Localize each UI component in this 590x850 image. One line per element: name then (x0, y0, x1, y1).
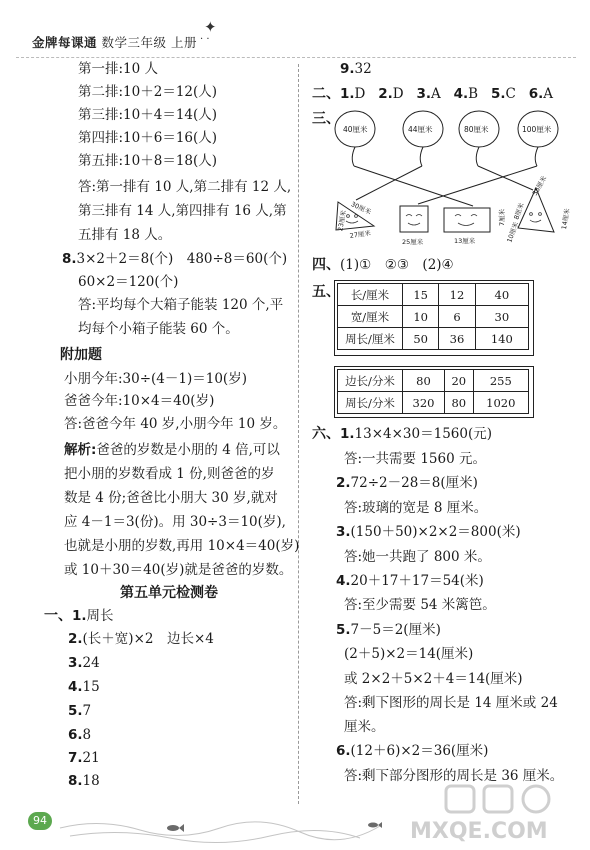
sec6-line: 答:剩下部分图形的周长是 36 厘米。 (344, 768, 564, 784)
column-divider (298, 64, 299, 804)
item-number: 4. (68, 679, 83, 695)
q7-line: 第二排:10＋2＝12(人) (78, 84, 218, 100)
rectangle (444, 208, 490, 232)
q8-line3: 答:平均每个大箱子能装 120 个,平 (78, 297, 284, 313)
item-text: (长＋宽)×2 边长×4 (82, 631, 214, 647)
analysis-line: 应 4－1＝3(份)。用 30÷3＝10(岁), (64, 514, 286, 530)
item-number: 1. (340, 86, 355, 102)
item-text: 7－5＝2(厘米) (350, 622, 441, 638)
extra-line: 答:爸爸今年 40 岁,小朋今年 10 岁。 (64, 416, 287, 432)
sec4-label: 四、 (312, 257, 340, 273)
header-title (32, 33, 197, 51)
item-text: C (505, 86, 516, 102)
analysis-line: 数是 4 份;爸爸比小朋大 30 岁,就对 (64, 490, 278, 506)
star-icon: ✦ (204, 18, 217, 36)
q8-line4: 均每个小箱子能装 60 个。 (78, 321, 239, 337)
square-label: 25厘米 (402, 238, 424, 246)
q7-line: 第五排:10＋8＝18(人) (78, 153, 218, 169)
tri1-side-label: 30厘米 (349, 200, 373, 217)
tri2-side-label: 10厘米 (505, 220, 521, 244)
item-number: 1. (72, 608, 87, 624)
item-number: 5. (336, 622, 351, 638)
analysis-line: 或 10＋30＝40(岁)就是爸爸的岁数。 (64, 562, 293, 578)
sec2-row (312, 85, 553, 103)
sec6-item (336, 474, 478, 492)
sec6-line: 答:至少需要 54 米篱笆。 (344, 597, 496, 613)
item-text: 15 (82, 679, 100, 695)
sec1-label: 一、 (44, 608, 72, 624)
item-text: D (354, 86, 366, 102)
table-row (338, 370, 529, 392)
item-text: A (543, 86, 553, 102)
page-header (8, 8, 590, 54)
sec6-item (336, 572, 484, 590)
table-cell: 50 (403, 328, 439, 350)
table-cell: 周长/分米 (338, 392, 403, 414)
sec1-item (68, 726, 91, 744)
table-cell: 30 (475, 306, 528, 328)
analysis-line: 把小朋的岁数看成 1 份,则爸爸的岁 (64, 466, 275, 482)
item-text: 8 (82, 727, 92, 743)
q9 (340, 60, 372, 78)
extra-line: 小朋今年:30÷(4－1)＝10(岁) (64, 371, 247, 387)
volume: 上册 (171, 35, 198, 50)
square (400, 206, 428, 232)
table-cell: 12 (439, 284, 475, 306)
item-number: 2. (336, 475, 351, 491)
table-cell: 10 (403, 306, 439, 328)
table-cell: 宽/厘米 (338, 306, 403, 328)
item-number: 3. (68, 655, 83, 671)
analysis-line (64, 441, 280, 459)
table-cell: 320 (403, 392, 445, 414)
table-cell: 1020 (473, 392, 528, 414)
table-cell: 255 (473, 370, 528, 392)
item-text: 24 (82, 655, 100, 671)
sec6-line: 或 2×2＋5×2＋4＝14(厘米) (344, 671, 523, 687)
table-cell: 36 (439, 328, 475, 350)
svg-text:MXQE.COM: MXQE.COM (410, 819, 548, 844)
q8-text: 3×2＋2＝8(个) 480÷8＝60(个) (76, 251, 288, 267)
extra-title: 附加题 (60, 347, 102, 363)
item-number: 8. (68, 773, 83, 789)
tri1-side-label: 23厘米 (336, 209, 348, 232)
analysis-label: 解析: (64, 442, 97, 458)
unit-title: 第五单元检测卷 (120, 585, 218, 601)
q7-line: 第四排:10＋6＝16(人) (78, 130, 218, 146)
item-text: D (392, 86, 404, 102)
q8-number: 8. (62, 251, 77, 267)
table-cell: 6 (439, 306, 475, 328)
sec6-label: 六、 (312, 426, 340, 442)
sec6-item (336, 523, 521, 541)
sec4-row (312, 256, 454, 274)
item-number: 4. (453, 86, 469, 102)
item-text: 21 (82, 750, 100, 766)
header-rule (16, 57, 576, 58)
table-row (338, 328, 529, 350)
tri2-side-label: 8厘米 (512, 201, 526, 221)
analysis-text: 爸爸的岁数是小朋的 4 倍,可以 (96, 442, 280, 458)
sec3-label: 三、 (312, 111, 340, 127)
rect-length-label: 13厘米 (454, 237, 476, 245)
item-number: 6. (68, 727, 83, 743)
extra-line: 爸爸今年:10×4＝40(岁) (64, 393, 215, 409)
item-number: 1. (340, 426, 355, 442)
match-line (354, 166, 473, 206)
brand-name: 金牌每课通 (32, 35, 98, 50)
sec1-item (68, 678, 100, 696)
sec2-label: 二、 (312, 86, 340, 102)
item-number: 6. (336, 743, 351, 759)
sec6-line: 答:剩下图形的周长是 14 厘米或 24 (344, 695, 558, 711)
item-text: 32 (354, 61, 372, 77)
item-text: B (468, 86, 479, 102)
item-number: 5. (490, 86, 506, 102)
item-text: 7 (82, 703, 92, 719)
q7-answer: 答:第一排有 10 人,第二排有 12 人, (78, 179, 292, 195)
sec1-item (68, 654, 100, 672)
q8-line1 (62, 250, 287, 268)
sec1-item (68, 630, 214, 648)
tri2-side-label: 35厘米 (530, 174, 549, 197)
table-cell: 20 (444, 370, 473, 392)
table2 (337, 369, 529, 414)
footer-decoration (0, 806, 590, 846)
q7-line: 第三排:10＋4＝14(人) (78, 107, 218, 123)
sec6-item (336, 742, 488, 760)
q7-line: 第一排:10 人 (78, 61, 159, 77)
subject: 数学三年级 (101, 35, 167, 50)
sec1-item (68, 702, 91, 720)
item-number: 5. (68, 703, 83, 719)
balloon-label-4: 100厘米 (522, 125, 552, 134)
table-cell: 40 (475, 284, 528, 306)
sec6-line: 答:一共需要 1560 元。 (344, 451, 486, 467)
item-text: (12＋6)×2＝36(厘米) (350, 743, 489, 759)
sec4-text: (1)① ②③ (2)④ (340, 257, 454, 273)
balloon-label-3: 80厘米 (464, 125, 489, 134)
sec1-item (44, 607, 114, 625)
rect-width-label: 7厘米 (498, 208, 506, 226)
sec5-label: 五、 (312, 284, 340, 300)
item-number: 6. (528, 86, 544, 102)
item-text: 18 (82, 773, 100, 789)
table-cell: 周长/厘米 (338, 328, 403, 350)
sec6-item (312, 425, 492, 443)
table-row (338, 392, 529, 414)
sec1-item (68, 749, 100, 767)
match-line (418, 166, 537, 204)
item-text: 20＋17＋17＝54(米) (350, 573, 484, 589)
item-number: 3. (416, 86, 431, 102)
tri1-side-label: 27厘米 (349, 229, 372, 240)
sec1-item (68, 772, 100, 790)
table1 (337, 283, 529, 350)
table-cell: 140 (475, 328, 528, 350)
table-cell: 边长/分米 (338, 370, 403, 392)
sec6-line: 厘米。 (344, 719, 385, 735)
sec6-line: 答:她一共跑了 800 米。 (344, 549, 491, 565)
table-cell: 15 (403, 284, 439, 306)
item-number: 3. (336, 524, 351, 540)
q8-line2: 60×2＝120(个) (78, 274, 179, 290)
item-text: 72÷2－28＝8(厘米) (350, 475, 478, 491)
balloon-label-2: 44厘米 (408, 125, 433, 134)
sec6-line: 答:玻璃的宽是 8 厘米。 (344, 500, 488, 516)
item-number: 2. (378, 86, 393, 102)
table-cell: 长/厘米 (338, 284, 403, 306)
item-text: (150＋50)×2×2＝800(米) (350, 524, 521, 540)
item-text: A (431, 86, 441, 102)
table-cell: 80 (403, 370, 445, 392)
page-number: 94 (28, 812, 52, 830)
analysis-line: 也就是小朋的岁数,再用 10×4＝40(岁) (64, 538, 300, 554)
item-number: 2. (68, 631, 83, 647)
q7-answer: 第三排有 14 人,第四排有 16 人,第 (78, 203, 287, 219)
dots-icon: · · (200, 34, 210, 45)
balloon-matching-diagram (328, 108, 572, 250)
sec6-line: (2＋5)×2＝14(厘米) (344, 646, 474, 662)
item-number: 9. (340, 61, 355, 77)
sec6-item (336, 621, 441, 639)
balloon-label-1: 40厘米 (343, 125, 368, 134)
match-line (356, 166, 422, 200)
item-number: 4. (336, 573, 351, 589)
item-text: 周长 (86, 608, 114, 624)
item-text: 13×4×30＝1560(元) (354, 426, 492, 442)
item-number: 7. (68, 750, 83, 766)
table-row (338, 306, 529, 328)
q7-answer: 五排有 18 人。 (78, 227, 172, 243)
table-cell: 80 (444, 392, 473, 414)
table-row (338, 284, 529, 306)
tri2-side-label: 14厘米 (559, 207, 572, 231)
